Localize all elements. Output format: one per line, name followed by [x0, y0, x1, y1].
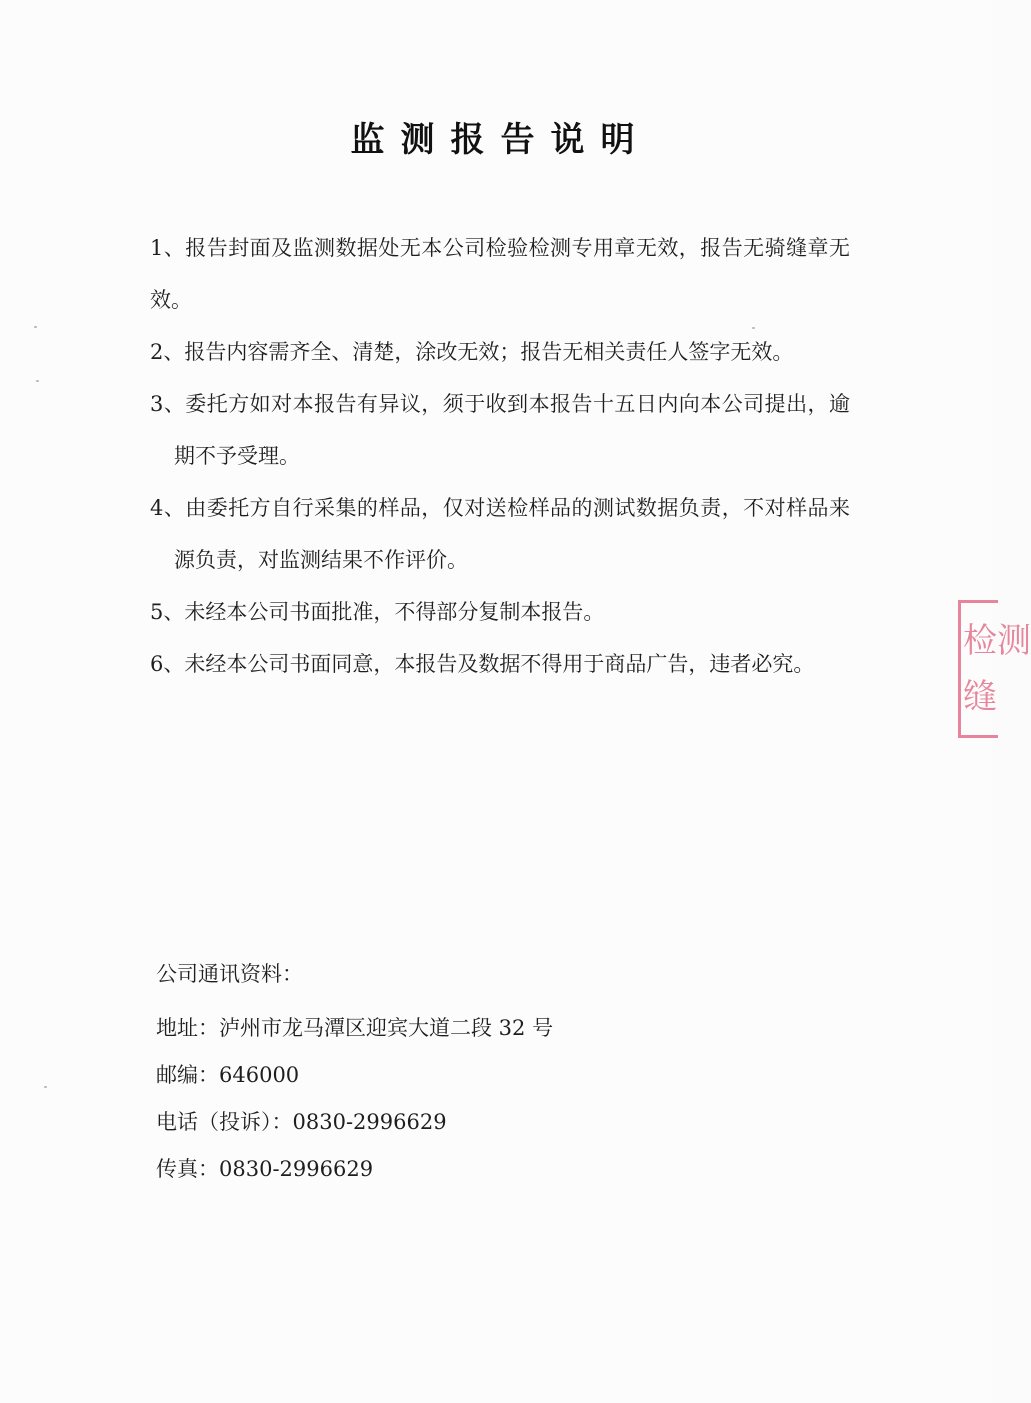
- contact-info: [156, 952, 756, 1193]
- note-item: 3、委托方如对本报告有异议，须于收到本报告十五日内向本公司提出，逾期不予受理。: [150, 392, 850, 468]
- contact-phone: 电话（投诉）：0830-2996629: [156, 1110, 447, 1134]
- contact-heading: 公司通讯资料：: [156, 962, 303, 986]
- scan-speck: [34, 326, 37, 328]
- seal-text-bottom: 缝: [963, 677, 997, 717]
- contact-postcode: 邮编：646000: [156, 1063, 300, 1087]
- note-item: 6、未经本公司书面同意，本报告及数据不得用于商品广告，违者必究。: [150, 652, 815, 676]
- notes-list: [150, 222, 850, 690]
- note-item: 1、报告封面及监测数据处无本公司检验检测专用章无效，报告无骑缝章无效。: [150, 236, 850, 312]
- note-item: 5、未经本公司书面批准，不得部分复制本报告。: [150, 600, 605, 624]
- scan-speck: [752, 327, 755, 329]
- document-title: 监测报告说明: [350, 120, 651, 160]
- scan-speck: [36, 380, 39, 382]
- contact-address: 地址：泸州市龙马潭区迎宾大道二段 32 号: [156, 1016, 554, 1040]
- note-item: 4、由委托方自行采集的样品，仅对送检样品的测试数据负责，不对样品来源负责，对监测结果不作评价。: [150, 496, 850, 572]
- perforation-seal-stamp: [958, 600, 1031, 738]
- scan-speck: [44, 1086, 47, 1088]
- seal-text-top: 检测: [963, 621, 1031, 661]
- note-item: 2、报告内容需齐全、清楚，涂改无效；报告无相关责任人签字无效。: [150, 340, 794, 364]
- contact-fax: 传真：0830-2996629: [156, 1157, 374, 1181]
